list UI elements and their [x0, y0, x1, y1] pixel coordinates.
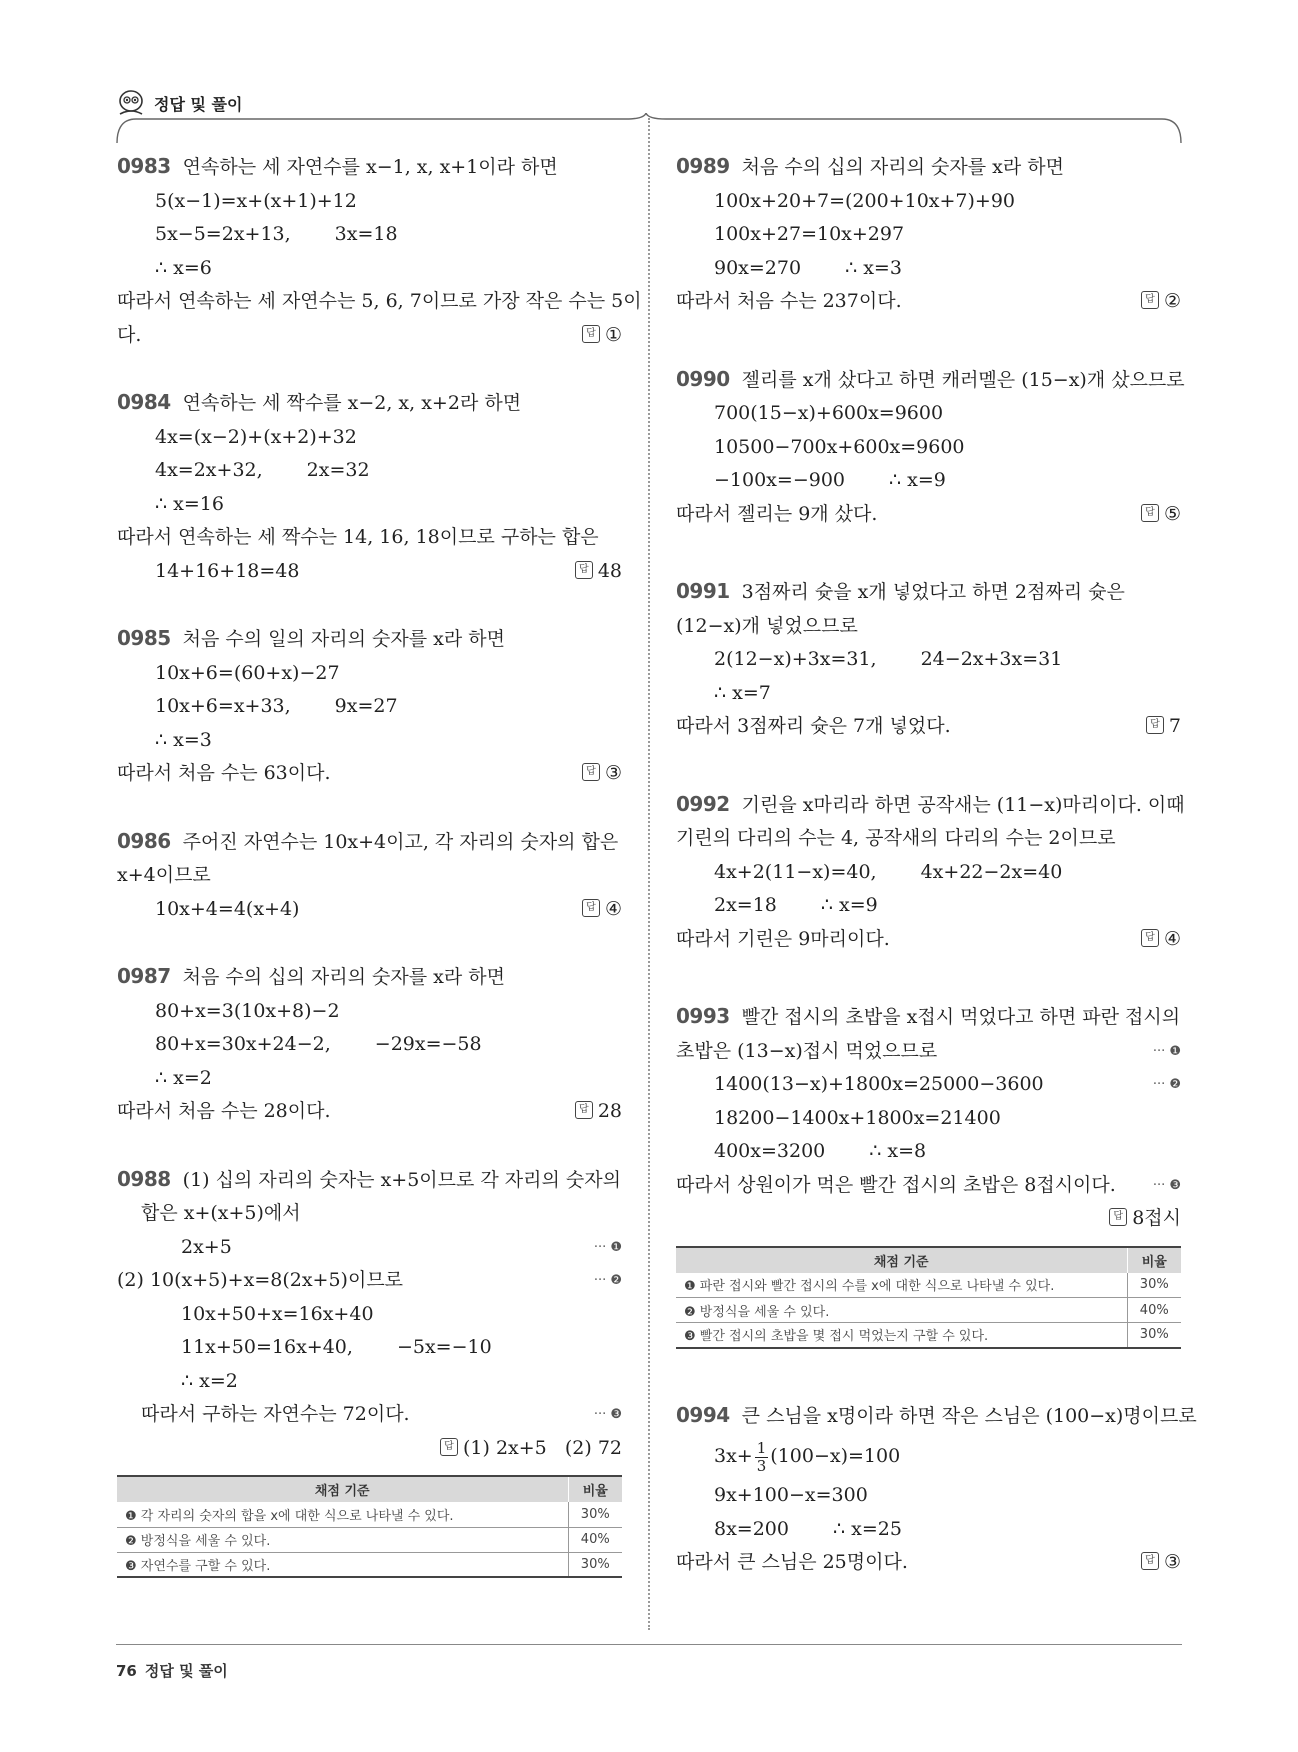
answer-icon: 답 — [440, 1438, 458, 1456]
scoring-table: 채점 기준 비율 ❶ 파란 접시와 빨간 접시의 수를 x에 대한 식으로 나타낼 수 있다. 30% ❷ 방정식을 세울 수 있다. 40% ❸ 빨간 접시의 초밥을 몇 접시 먹었는지 구할 수 있다. 30% — [676, 1246, 1181, 1349]
problem-number: 0984 — [117, 390, 171, 414]
step-marker: ··· ❷ — [1152, 1077, 1181, 1092]
fraction: $\frac{1}{3}$ — [756, 1438, 767, 1475]
problem-number: 0989 — [676, 154, 730, 178]
problem-number: 0992 — [676, 791, 730, 816]
page-number: 76 — [116, 1661, 137, 1680]
answer-icon: 답 — [582, 899, 600, 917]
footer-title: 정답 및 풀이 — [144, 1662, 228, 1680]
problem-0992: 0992 기린을 x마리라 하면 공작새는 (11−x)마리이다. 이때 기린의 다리의 수는 4, 공작새의 다리의 수는 2이므로 4x+2(11−x)=40, 4x+22−2x=40 2x=18 ∴ x=9 따라서 기린은 9마리이다. 답 ④ — [676, 788, 1181, 957]
problem-number: 0991 — [676, 579, 730, 603]
answer-icon: 답 — [582, 763, 600, 781]
page-footer — [116, 1660, 228, 1681]
problem-number: 0990 — [676, 366, 730, 391]
step-marker: ··· ❸ — [593, 1407, 622, 1422]
table-row: ❶ 각 자리의 숫자의 합을 x에 대한 식으로 나타낼 수 있다. 30% — [117, 1502, 622, 1527]
problem-number: 0983 — [117, 154, 171, 178]
problem-0993: 0993 빨간 접시의 초밥을 x접시 먹었다고 하면 파란 접시의 초밥은 (13−x)접시 먹었으므로 ··· ❶ 1400(13−x)+1800x=25000−3600 ··· ❷ 18200−1400x+1800x=21400 400x=3200 ∴ x=8 따라서 상원이가 먹은 빨간 접시의 초밥은 8접시이다. ··· ❸ 답 8접시 채점 기준 비율 ❶ 파란 접시와 빨간 접시의 수를 x에 대한 식으로 나타낼 수 있다. 30% ❷ 방정식을 세울 수 있다. 40% ❸ 빨간 접시의 초밥을 몇 접시 먹었는지 구할 수 있다. 30% — [676, 1000, 1181, 1349]
table-row: ❸ 빨간 접시의 초밥을 몇 접시 먹었는지 구할 수 있다. 30% — [676, 1323, 1181, 1348]
answer-icon: 답 — [1141, 1552, 1159, 1570]
answer: 답 ③ — [582, 757, 622, 791]
column-divider — [648, 118, 650, 1630]
problem-0983: 0983 연속하는 세 자연수를 x−1, x, x+1이라 하면 5(x−1)=x+(x+1)+12 5x−5=2x+13, 3x=18 ∴ x=6 따라서 연속하는 세 자연수는 5, 6, 7이므로 가장 작은 수는 5이 다. 답 ① — [117, 150, 622, 352]
problem-0994: 0994 큰 스님을 x명이라 하면 작은 스님은 (100−x)명이므로 3x+ $\frac{1}{3}$ (100−x)=100 9x+100−x=300 8x=200 ∴ x=25 따라서 큰 스님은 25명이다. 답 ③ — [676, 1399, 1181, 1580]
left-column — [117, 150, 642, 1578]
answer: 답 7 — [1146, 710, 1181, 744]
answer: 답 28 — [575, 1095, 622, 1129]
problem-0989: 0989 처음 수의 십의 자리의 숫자를 x라 하면 100x+20+7=(200+10x+7)+90 100x+27=10x+297 90x=270 ∴ x=3 따라서 처음 수는 237이다. 답 ② — [676, 150, 1181, 319]
answer-icon: 답 — [1141, 291, 1159, 309]
answer-icon: 답 — [1146, 716, 1164, 734]
problem-number: 0988 — [117, 1166, 171, 1191]
step-marker: ··· ❸ — [1152, 1177, 1181, 1193]
problem-0987: 0987 처음 수의 십의 자리의 숫자를 x라 하면 80+x=3(10x+8)−2 80+x=30x+24−2, −29x=−58 ∴ x=2 따라서 처음 수는 28이다. 답 28 — [117, 960, 622, 1129]
table-row: ❶ 파란 접시와 빨간 접시의 수를 x에 대한 식으로 나타낼 수 있다. 30% — [676, 1273, 1181, 1298]
table-row: ❸ 자연수를 구할 수 있다. 30% — [117, 1552, 622, 1577]
step-marker: ··· ❷ — [593, 1273, 622, 1288]
problem-number: 0993 — [676, 1004, 730, 1028]
problem-0986: 0986 주어진 자연수는 10x+4이고, 각 자리의 숫자의 합은 x+4이므로 10x+4=4(x+4) 답 ④ — [117, 825, 622, 927]
answer: 답 (1) 2x+5 (2) 72 — [440, 1437, 622, 1459]
problem-0991: 0991 3점짜리 슛을 x개 넣었다고 하면 2점짜리 슛은 (12−x)개 넣었으므로 2(12−x)+3x=31, 24−2x+3x=31 ∴ x=7 따라서 3점짜리 슛은 7개 넣었다. 답 7 — [676, 575, 1181, 744]
answer: 답 ② — [1141, 285, 1181, 319]
answer: 답 ③ — [1141, 1546, 1181, 1580]
problem-0984: 0984 연속하는 세 짝수를 x−2, x, x+2라 하면 4x=(x−2)+(x+2)+32 4x=2x+32, 2x=32 ∴ x=16 따라서 연속하는 세 짝수는 14, 16, 18이므로 구하는 합은 14+16+18=48 답 48 — [117, 386, 622, 588]
footer-rule — [116, 1644, 1182, 1645]
answer-icon: 답 — [1141, 504, 1159, 522]
problem-number: 0985 — [117, 626, 171, 650]
answer-icon: 답 — [1109, 1208, 1127, 1226]
answer: 답 ⑤ — [1141, 498, 1181, 532]
table-row: ❷ 방정식을 세울 수 있다. 40% — [676, 1298, 1181, 1323]
answer-icon: 답 — [575, 1101, 593, 1119]
step-marker: ··· ❶ — [1152, 1043, 1181, 1059]
problem-number: 0994 — [676, 1402, 730, 1427]
answer: 답 48 — [575, 555, 622, 589]
problem-0988: 0988 (1) 십의 자리의 숫자는 x+5이므로 각 자리의 숫자의 합은 x+(x+5)에서 2x+5 ··· ❶ (2) 10(x+5)+x=8(2x+5)이므로 ··· ❷ 10x+50+x=16x+40 11x+50=16x+40, −5x=−10 ∴ x=2 따라서 구하는 자연수는 72이다. ··· ❸ 답 (1) 2x+5 (2) 72 채점 기준 비율 ❶ 각 자리의 숫자의 합을 x에 대한 식으로 나타낼 수 있다. 30% ❷ 방정식을 세울 수 있다. 40% ❸ 자연수를 구할 수 있다. 30% — [117, 1163, 622, 1579]
problem-number: 0987 — [117, 964, 171, 988]
answer: 답 8접시 — [1109, 1207, 1181, 1229]
answer: 답 ④ — [1141, 923, 1181, 957]
answer-icon: 답 — [575, 561, 593, 579]
problem-0985: 0985 처음 수의 일의 자리의 숫자를 x라 하면 10x+6=(60+x)−27 10x+6=x+33, 9x=27 ∴ x=3 따라서 처음 수는 63이다. 답 ③ — [117, 622, 622, 791]
step-marker: ··· ❶ — [593, 1239, 622, 1255]
answer-icon: 답 — [1141, 929, 1159, 947]
problem-0990: 0990 젤리를 x개 샀다고 하면 캐러멜은 (15−x)개 샀으므로 700(15−x)+600x=9600 10500−700x+600x=9600 −100x=−900 ∴ x=9 따라서 젤리는 9개 샀다. 답 ⑤ — [676, 363, 1181, 532]
header-title: 정답 및 풀이 — [154, 94, 243, 114]
table-row: ❷ 방정식을 세울 수 있다. 40% — [117, 1527, 622, 1552]
right-column — [676, 150, 1197, 1614]
problem-number: 0986 — [117, 828, 171, 853]
scoring-table: 채점 기준 비율 ❶ 각 자리의 숫자의 합을 x에 대한 식으로 나타낼 수 있다. 30% ❷ 방정식을 세울 수 있다. 40% ❸ 자연수를 구할 수 있다. 30% — [117, 1475, 622, 1578]
answer: 답 ① — [582, 319, 622, 353]
answer-icon: 답 — [582, 325, 600, 343]
answer: 답 ④ — [582, 893, 622, 927]
